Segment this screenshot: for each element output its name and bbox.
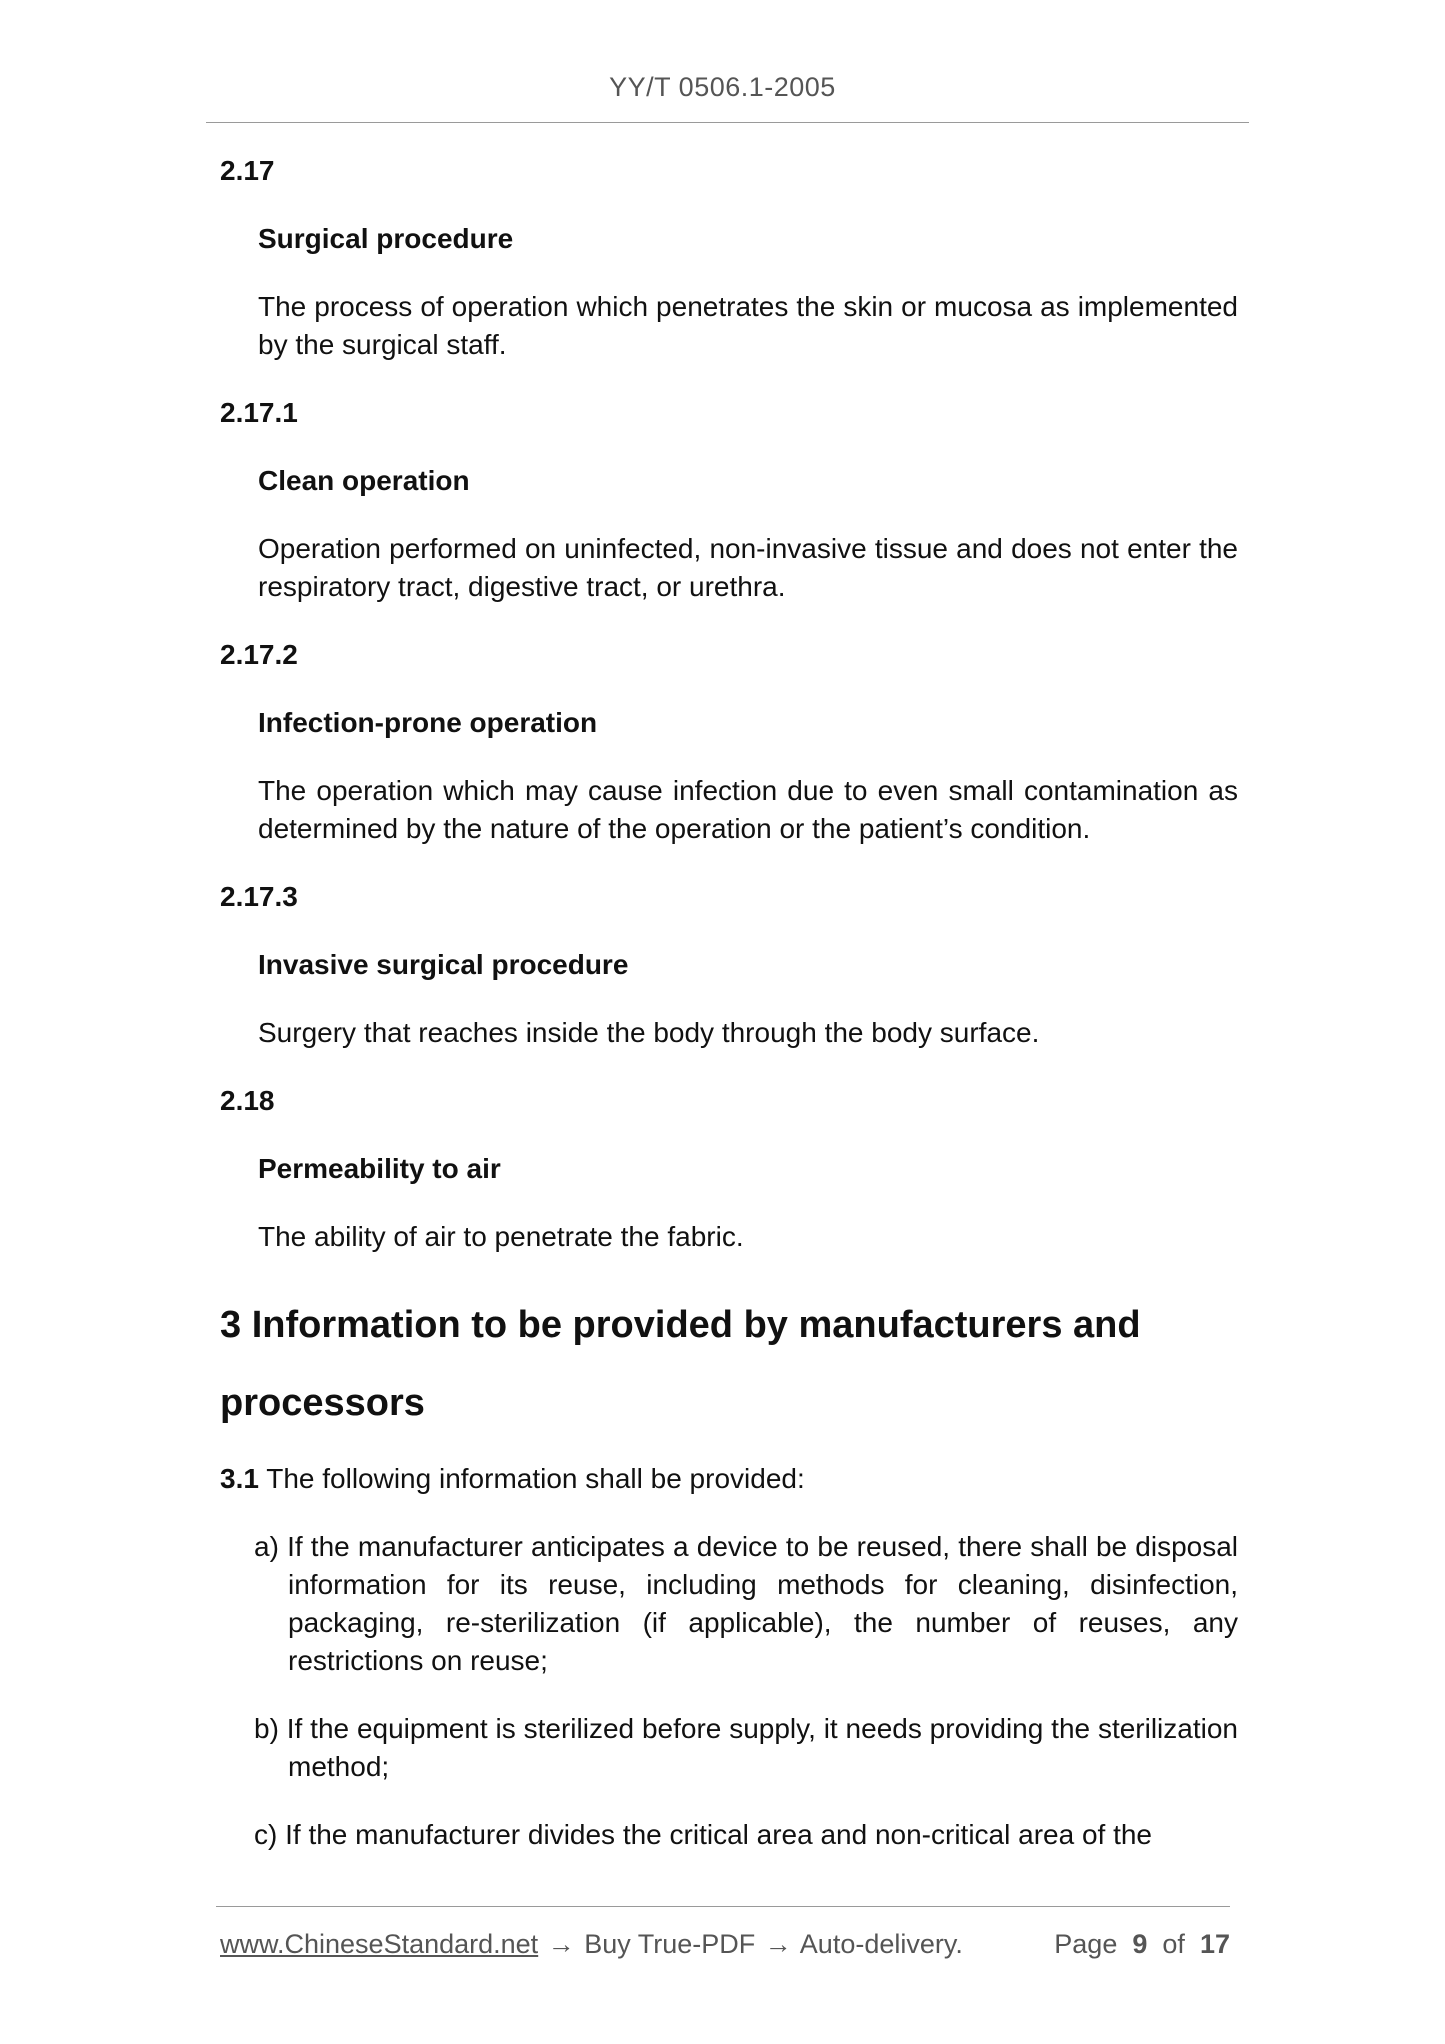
clause-number: 2.18 [220,1085,275,1116]
clause-definition: Operation performed on uninfected, non-invasive tissue and does not enter the respiratory tract, digestive tract, or urethra. [258,533,1238,602]
page-total: 17 [1199,1929,1230,1959]
list-item-label: c) [254,1819,278,1850]
list-item-text: If the equipment is sterilized before supply, it needs providing the sterilization method; [286,1713,1238,1782]
auto-delivery-text: Auto-delivery. [799,1929,963,1959]
clause-term: Invasive surgical procedure [258,949,629,980]
clause-term: Surgical procedure [258,223,514,254]
sub-clause-number: 3.1 [220,1463,259,1494]
website-link[interactable]: www.ChineseStandard.net [220,1929,539,1959]
clause-definition: The ability of air to penetrate the fabric. [258,1221,744,1252]
section-heading [220,1286,1238,1442]
buy-pdf-text: Buy True-PDF [584,1929,756,1959]
section-heading-line: processors [220,1382,425,1424]
clause-term: Infection-prone operation [258,707,598,738]
header-standard-code: YY/T 0506.1-2005 [609,72,836,102]
sub-clause-text: The following information shall be provided: [266,1463,805,1494]
list-item-text: If the manufacturer anticipates a device to be reused, there shall be disposal information for its reuse, including methods for cleaning, disinfection, packaging, re-sterilization (if applicable), the number of reuses, any restrictions on reuse; [287,1531,1239,1676]
sub-clause [220,1460,1238,1498]
clause-term: Clean operation [258,465,470,496]
clause-definition: Surgery that reaches inside the body through the body surface. [258,1017,1040,1048]
clause-number: 2.17.3 [220,881,298,912]
clause-number: 2.17 [220,155,275,186]
footer-divider [216,1906,1230,1907]
section-heading-line: 3 Information to be provided by manufacturers and [220,1304,1141,1346]
arrow-right-icon: → [764,1929,792,1959]
page-label: Page [1054,1929,1118,1959]
page-of: of [1162,1929,1185,1959]
clause-definition: The operation which may cause infection due to even small contamination as determined by the nature of the operation or the patient’s condition. [258,775,1238,844]
list-item [254,1710,1238,1786]
clause-number: 2.17.2 [220,639,298,670]
clause-number: 2.17.1 [220,397,298,428]
list-item-label: a) [254,1531,279,1562]
list-item [254,1528,1238,1680]
arrow-right-icon: → [547,1929,575,1959]
list-item [254,1816,1238,1854]
page-current: 9 [1132,1929,1148,1959]
page-number [1054,1926,1230,1962]
clause-definition: The process of operation which penetrates the skin or mucosa as implemented by the surgical staff. [258,291,1238,360]
footer-promo [220,1926,963,1962]
document-body [220,152,1238,1884]
list-item-label: b) [254,1713,279,1744]
clause-term: Permeability to air [258,1153,501,1184]
list-item-text: If the manufacturer divides the critical area and non-critical area of the [285,1819,1153,1850]
header-divider [206,122,1249,123]
